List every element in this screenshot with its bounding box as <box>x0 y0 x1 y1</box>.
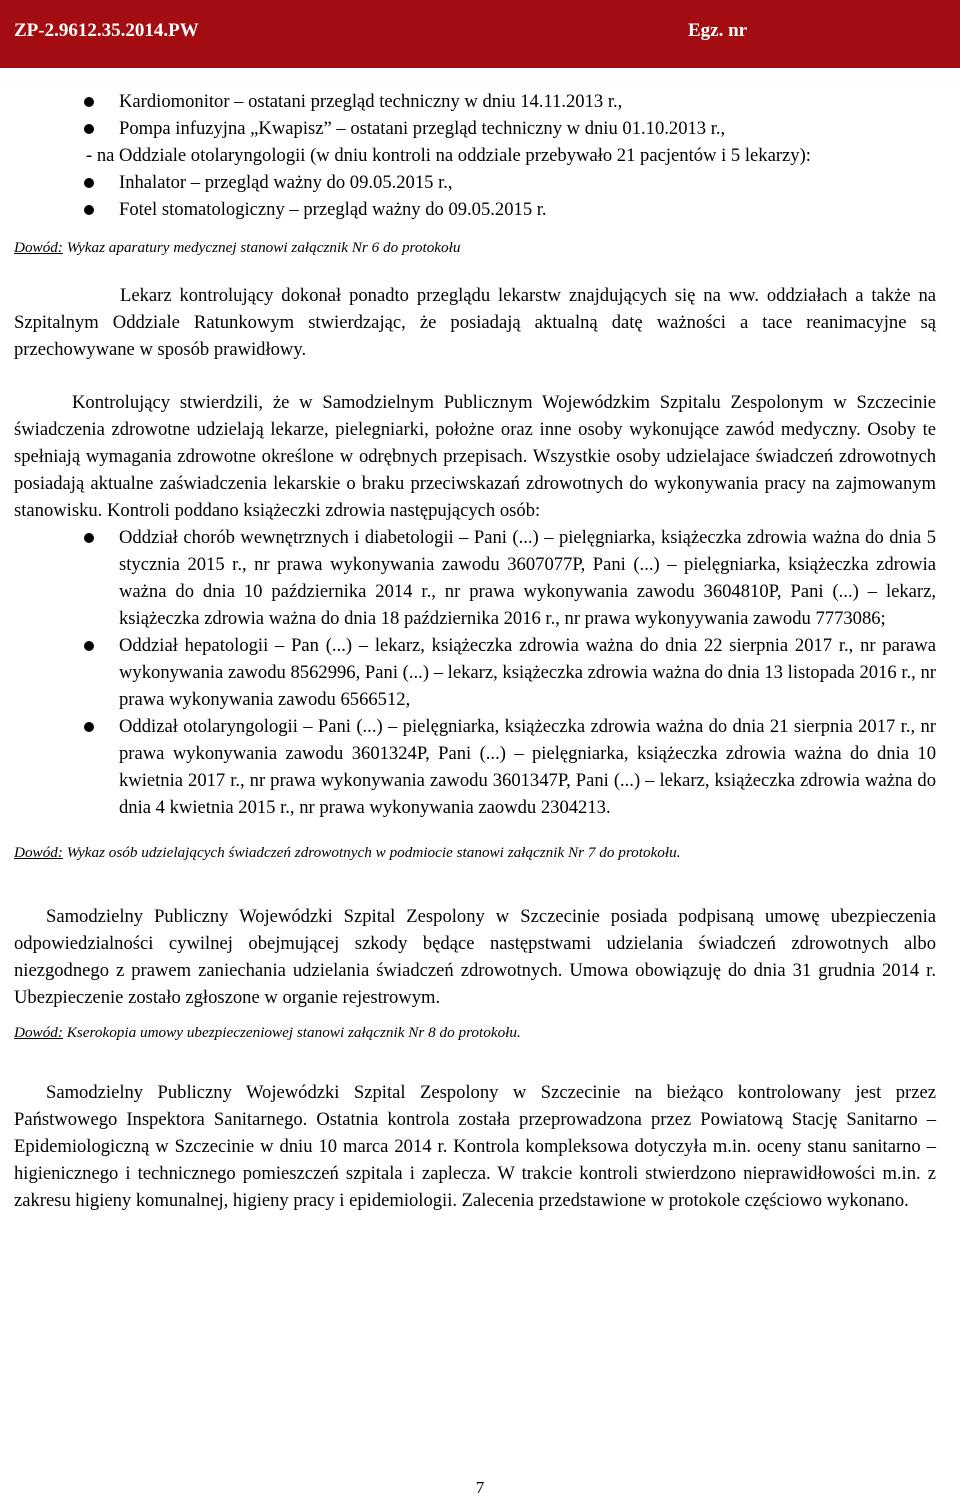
otolaryngology-intro: - na Oddziale otolaryngologii (w dniu kontroli na oddziale przebywało 21 pacjentów i 5 lekarzy): <box>86 145 811 166</box>
list-item: Inhalator – przegląd ważny do 09.05.2015 r., <box>14 169 936 196</box>
proof-note-2: Dowód: Wykaz osób udzielających świadczeń zdrowotnych w podmiocie stanowi załącznik Nr 7 do protokołu. <box>14 844 681 861</box>
paragraph-insurance: Samodzielny Publiczny Wojewódzki Szpital Zespolony w Szczecinie posiada podpisaną umowę ubezpieczenia odpowiedzialności cywilnej obejmującej szkody będące następstwami udzielania świadczeń zdrowotnych albo niezgodnego z prawem zaniechania udzielania świadczeń zdrowotnych. Umowa obowiązuję do dnia 31 grudnia 2014 r. Ubezpieczenie zostało zgłoszone w organie rejestrowym. <box>14 906 936 1008</box>
equipment-list-2 <box>14 169 936 223</box>
list-item: Oddział hepatologii – Pan (...) – lekarz, książeczka zdrowia ważna do dnia 22 sierpnia 2017 r., nr parawa wykonywania zawodu 8562996, Pani (...) – lekarz, książeczka zdrowia ważna do dnia 13 listopada 2016 r., nr prawa wykonywania zawodu 6566512, <box>14 632 936 713</box>
list-item: Oddizał otolaryngologii – Pani (...) – pielęgniarka, książeczka zdrowia ważna do dnia 21 sierpnia 2017 r., nr prawa wykonywania zawodu 3601324P, Pani (...) – pielęgniarka, książeczka zdrowia ważna do dnia 10 kwietnia 2017 r., nr prawa wykonywania zawodu 3601347P, Pani (...) – lekarz, książeczka zdrowia ważna do dnia 4 kwietnia 2015 r., nr prawa wykonywania zaowdu 2304213. <box>14 713 936 821</box>
copy-number-label: Egz. nr <box>688 20 748 41</box>
list-item: Fotel stomatologiczny – przegląd ważny do 09.05.2015 r. <box>14 196 936 223</box>
paragraph-medicines: Lekarz kontrolujący dokonał ponadto przeglądu lekarstw znajdujących się na ww. oddziałach a także na Szpitalnym Oddziale Ratunkowym stwierdzając, że posiadają aktualną datę ważności a tace reanimacyjne są przechowywane w sposób prawidłowy. <box>14 285 936 360</box>
document-id: ZP-2.9612.35.2014.PW <box>14 20 199 41</box>
bullet-icon <box>84 641 94 651</box>
paragraph-sanitary-inspection: Samodzielny Publiczny Wojewódzki Szpital Zespolony w Szczecinie na bieżąco kontrolowany jest przez Państwowego Inspektora Sanitarnego. Ostatnia kontrola została przeprowadzona przez Powiatową Stację Sanitarno – Epidemiologiczną w Szczecinie w dniu 10 marca 2014 r. Kontrola kompleksowa dotyczyła m.in. oceny stanu sanitarno – higienicznego i technicznego pomieszczeń szpitala i zaplecza. W trakcie kontroli stwierdzono nieprawidłowości m.in. z zakresu higieny komunalnej, higieny pracy i epidemiologii. Zalecenia przedstawione w protokole częściowo wykonano. <box>14 1082 936 1211</box>
list-item: Pompa infuzyjna „Kwapisz” – ostatani przegląd techniczny w dniu 01.10.2013 r., <box>14 115 936 142</box>
bullet-icon <box>84 205 94 215</box>
paragraph-staff: Kontrolujący stwierdzili, że w Samodzielnym Publicznym Wojewódzkim Szpitalu Zespolonym w Szczecinie świadczenia zdrowotne udzielają lekarze, pielegniarki, położne oraz inne osoby wykonujące zawód medyczny. Osoby te spełniają wymagania zdrowotne określone w odrębnych przepisach. Wszystkie osoby udzielajace świadczeń zdrowotnych posiadają aktualne zaświadczenia lekarskie o braku przeciwskazań zdrowotnych do wykonywania pracy na zajmowanym stanowisku. Kontroli poddano książeczki zdrowia następujących osób: <box>14 392 936 521</box>
bullet-icon <box>84 124 94 134</box>
document-header <box>0 0 960 68</box>
bullet-icon <box>84 97 94 107</box>
equipment-list-1 <box>14 88 936 142</box>
proof-note-1: Dowód: Wykaz aparatury medycznej stanowi załącznik Nr 6 do protokołu <box>14 239 461 256</box>
page-content <box>0 68 960 1214</box>
proof-note-3: Dowód: Kserokopia umowy ubezpieczeniowej stanowi załącznik Nr 8 do protokołu. <box>14 1024 521 1041</box>
page-number: 7 <box>475 1478 485 1497</box>
list-item: Kardiomonitor – ostatani przegląd techniczny w dniu 14.11.2013 r., <box>14 88 936 115</box>
list-item: Oddział chorób wewnętrznych i diabetologii – Pani (...) – pielęgniarka, książeczka zdrowia ważna do dnia 5 stycznia 2015 r., nr prawa wykonywania zawodu 3607077P, Pani (...) – pielęgniarka, książeczka zdrowia ważna do dnia 10 października 2014 r., nr prawa wykonywania zawodu 3604810P, Pani (...) – lekarz, książeczka zdrowia ważna do dnia 18 października 2016 r., nr prawa wykonyywania zawodu 7773086; <box>14 524 936 632</box>
bullet-icon <box>84 178 94 188</box>
health-books-list <box>14 524 936 821</box>
bullet-icon <box>84 722 94 732</box>
bullet-icon <box>84 533 94 543</box>
